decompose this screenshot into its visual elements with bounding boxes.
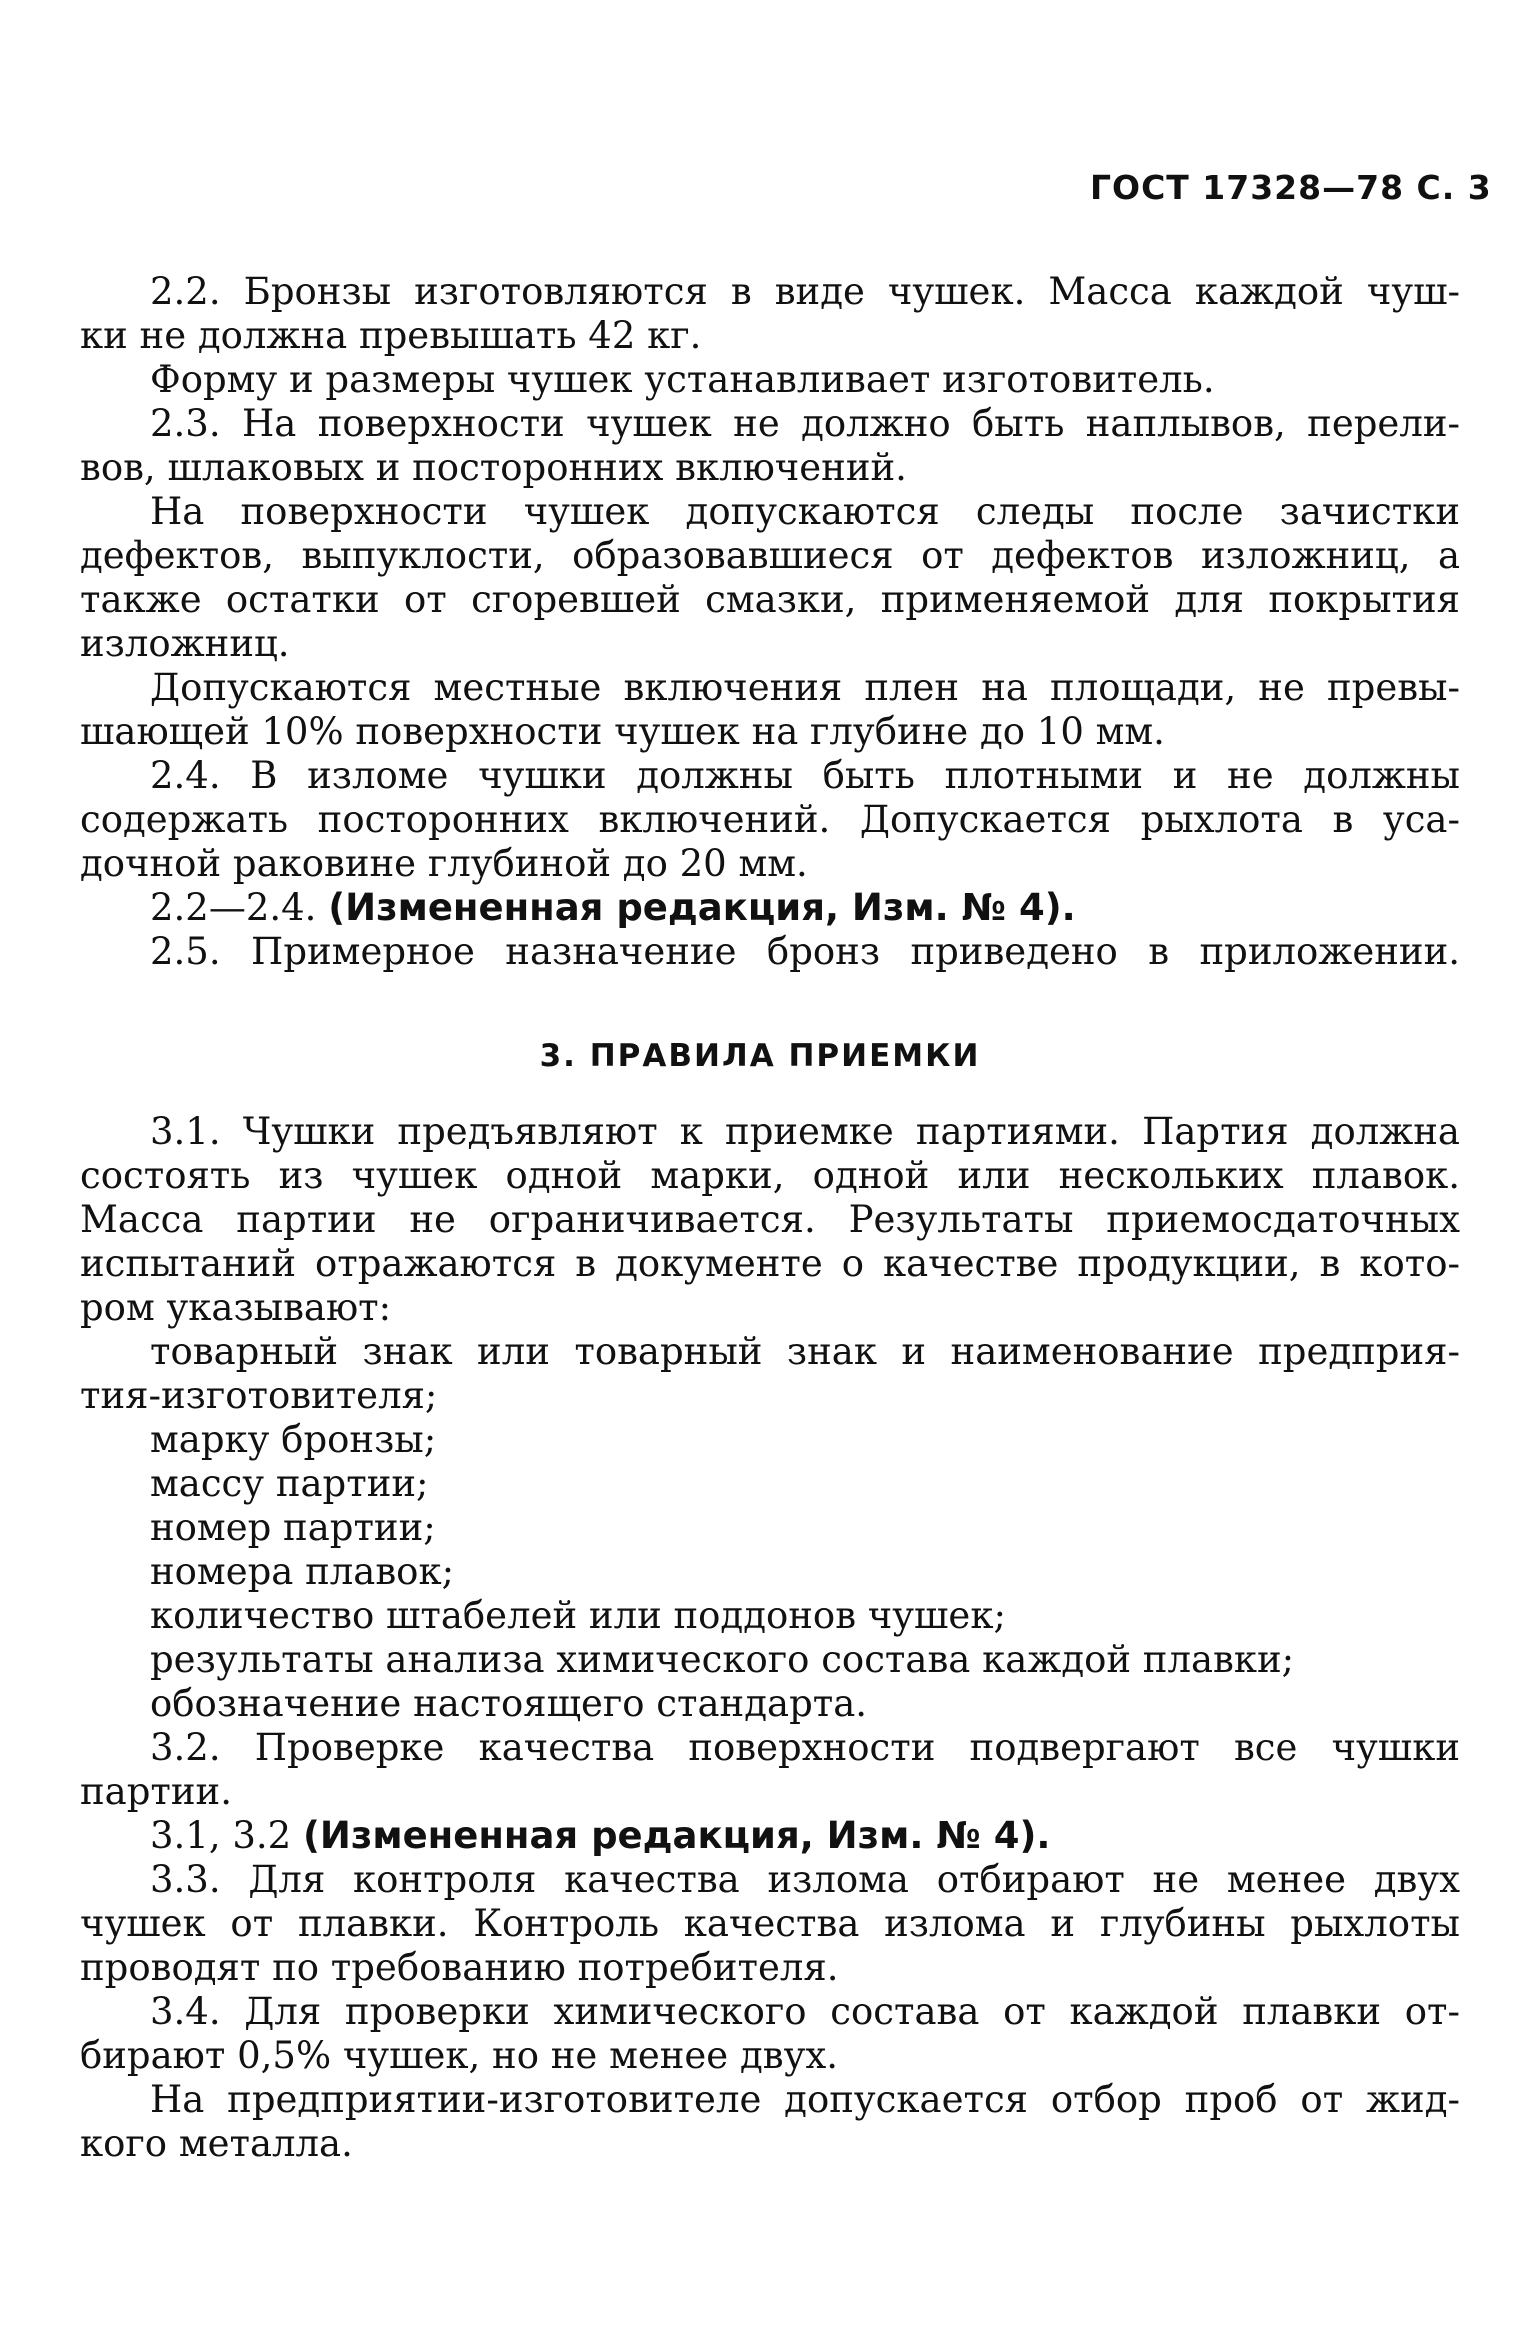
- paragraph-film-line-1: Допускаются местные включения плен на площади, не превы-: [150, 666, 1460, 709]
- paragraph-3-4-line-2: бирают 0,5% чушек, но не менее двух.: [80, 2034, 838, 2077]
- paragraph-3-1-line-5: ром указывают:: [80, 1286, 392, 1329]
- paragraph-3-1-line-4: испытаний отражаются в документе о качестве продукции, в кото-: [80, 1242, 1460, 1285]
- list-item-lot-number: номер партии;: [150, 1506, 436, 1549]
- page-header: ГОСТ 17328—78 С. 3: [1090, 168, 1492, 207]
- list-item-stacks-count: количество штабелей или поддонов чушек;: [150, 1594, 1006, 1637]
- paragraph-3-3-line-1: 3.3. Для контроля качества излома отбирают не менее двух: [150, 1858, 1460, 1901]
- amendment-text: (Измененная редакция, Изм. № 4).: [302, 1814, 1051, 1857]
- list-item-bronze-grade: марку бронзы;: [150, 1418, 437, 1461]
- paragraph-3-3-line-2: чушек от плавки. Контроль качества излома и глубины рыхлоты: [80, 1902, 1460, 1945]
- paragraph-3-2-line-2: партии.: [80, 1770, 232, 1813]
- amendment-note-2: [150, 886, 1460, 930]
- amendment-range: 3.1, 3.2: [150, 1814, 303, 1857]
- list-item-standard-designation: обозначение настоящего стандарта.: [150, 1682, 868, 1725]
- paragraph-2-4-line-2: содержать посторонних включений. Допускается рыхлота в уса-: [80, 798, 1460, 841]
- paragraph-liquid-metal-line-1: На предприятии-изготовителе допускается отбор проб от жид-: [150, 2078, 1460, 2121]
- paragraph-surface-line-3: также остатки от сгоревшей смазки, применяемой для покрытия: [80, 578, 1460, 621]
- paragraph-3-1-line-2: состоять из чушек одной марки, одной или нескольких плавок.: [80, 1154, 1460, 1197]
- section-title-acceptance-rules: 3. ПРАВИЛА ПРИЕМКИ: [539, 1038, 981, 1074]
- amendment-range: 2.2—2.4.: [150, 886, 329, 929]
- paragraph-liquid-metal-line-2: кого металла.: [80, 2122, 353, 2165]
- paragraph-3-3-line-3: проводят по требованию потребителя.: [80, 1946, 839, 1989]
- paragraph-3-4-line-1: 3.4. Для проверки химического состава от каждой плавки от-: [150, 1990, 1460, 2033]
- list-item-melt-numbers: номера плавок;: [150, 1550, 455, 1593]
- paragraph-2-3-line-2: вов, шлаковых и посторонних включений.: [80, 446, 907, 489]
- amendment-note-3: [150, 1814, 1460, 1858]
- paragraph-shape-sizes: Форму и размеры чушек устанавливает изготовитель.: [150, 358, 1215, 401]
- paragraph-2-4-line-3: дочной раковине глубиной до 20 мм.: [80, 842, 808, 885]
- paragraph-film-line-2: шающей 10% поверхности чушек на глубине до 10 мм.: [80, 710, 1165, 753]
- paragraph-2-3-line-1: 2.3. На поверхности чушек не должно быть наплывов, перели-: [150, 402, 1460, 445]
- paragraph-surface-line-1: На поверхности чушек допускаются следы после зачистки: [150, 490, 1460, 533]
- paragraph-3-1-line-3: Масса партии не ограничивается. Результаты приемосдаточных: [80, 1198, 1460, 1241]
- paragraph-2-2-line-2: ки не должна превышать 42 кг.: [80, 314, 702, 357]
- amendment-text: (Измененная редакция, Изм. № 4).: [328, 886, 1076, 929]
- list-item-trademark-line-1: товарный знак или товарный знак и наименование предприя-: [150, 1330, 1460, 1373]
- paragraph-2-4-line-1: 2.4. В изломе чушки должны быть плотными и не должны: [150, 754, 1460, 797]
- list-item-analysis-results: результаты анализа химического состава каждой плавки;: [150, 1638, 1295, 1681]
- paragraph-surface-line-2: дефектов, выпуклости, образовавшиеся от дефектов изложниц, а: [80, 534, 1460, 577]
- list-item-lot-mass: массу партии;: [150, 1462, 429, 1505]
- paragraph-surface-line-4: изложниц.: [80, 622, 290, 665]
- paragraph-2-2-line-1: 2.2. Бронзы изготовляются в виде чушек. Масса каждой чуш-: [150, 270, 1460, 313]
- paragraph-3-2-line-1: 3.2. Проверке качества поверхности подвергают все чушки: [150, 1726, 1460, 1769]
- list-item-trademark-line-2: тия-изготовителя;: [80, 1374, 438, 1417]
- paragraph-2-5: 2.5. Примерное назначение бронз приведено в приложении.: [150, 930, 1460, 973]
- paragraph-3-1-line-1: 3.1. Чушки предъявляют к приемке партиями. Партия должна: [150, 1110, 1460, 1153]
